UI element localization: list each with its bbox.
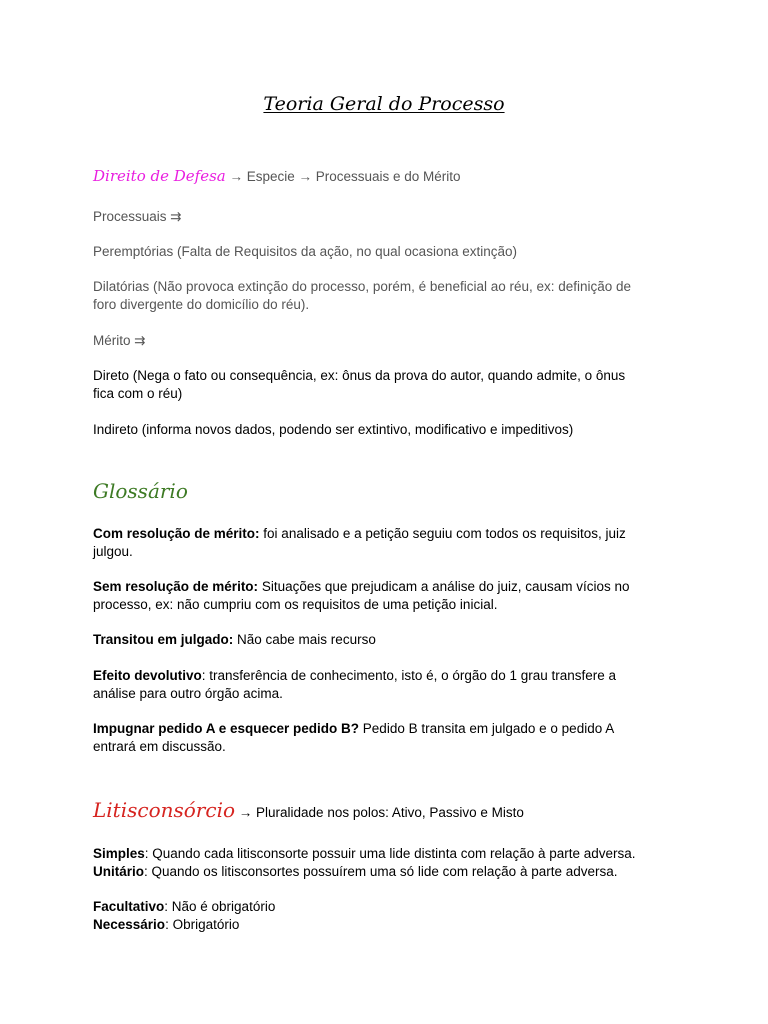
litis-entry-simples [93, 845, 683, 863]
glossary-definition: Situações que prejudicam a análise do juiz, causam vícios no [258, 579, 630, 594]
litis-definition: : Não é obrigatório [164, 899, 276, 914]
glossary-term: Impugnar pedido A e esquecer pedido B? [93, 721, 360, 736]
glossary-entry-sem-resolucao [93, 578, 683, 596]
glossary-entry-impugnar-cont: entrará em discussão. [93, 739, 226, 754]
litis-term: Unitário [93, 864, 145, 879]
glossary-entry-efeito [93, 667, 683, 685]
glossary-term: Sem resolução de mérito: [93, 579, 259, 594]
glossary-definition: foi analisado e a petição seguiu com todos os requisitos, juiz [259, 526, 626, 541]
litis-term: Necessário [93, 917, 166, 932]
direto-text-line2: fica com o réu) [93, 386, 183, 401]
direto-text-line1: Direto (Nega o fato ou consequência, ex: ônus da prova do autor, quando admite, o ônus [93, 368, 626, 383]
merito-label: Mérito ⇉ [93, 333, 146, 348]
glossary-definition: Pedido B transita em julgado e o pedido A [359, 721, 615, 736]
dilatorias-text-line2: foro divergente do domicílio do réu). [93, 297, 310, 312]
glossary-entry-transitou [93, 631, 683, 649]
processuais-label: Processuais ⇉ [93, 209, 182, 224]
glossary-entry-com-resolucao-cont: julgou. [93, 544, 133, 559]
defesa-heading-rest: → Especie → Processuais e do Mérito [225, 169, 461, 184]
litis-entry-unitario [93, 863, 683, 881]
indireto-text: Indireto (informa novos dados, podendo ser extintivo, modificativo e impeditivos) [93, 422, 574, 437]
dilatorias-text-line1: Dilatórias (Não provoca extinção do processo, porém, é beneficial ao réu, ex: definição de [93, 279, 632, 294]
litis-definition: : Obrigatório [165, 917, 240, 932]
glossary-definition: : transferência de conhecimento, isto é, o órgão do 1 grau transfere a [201, 668, 617, 683]
glossary-entry-com-resolucao [93, 525, 683, 543]
glossary-definition: Não cabe mais recurso [233, 632, 376, 647]
defesa-heading: Direito de Defesa [93, 167, 226, 185]
litis-term: Simples [93, 846, 145, 861]
glossary-term: Transitou em julgado: [93, 632, 234, 647]
glossary-entry-impugnar [93, 720, 683, 738]
litis-entry-facultativo [93, 898, 683, 916]
glossary-entry-sem-resolucao-cont: processo, ex: não cumpriu com os requisitos de uma petição inicial. [93, 597, 498, 612]
peremptorias-text: Peremptórias (Falta de Requisitos da ação, no qual ocasiona extinção) [93, 244, 517, 259]
defesa-heading-line [93, 167, 683, 186]
glossary-term: Efeito devolutivo [93, 668, 202, 683]
glossary-entry-efeito-cont: análise para outro órgão acima. [93, 686, 283, 701]
document-title: Teoria Geral do Processo [263, 93, 505, 115]
litis-heading-line [93, 797, 683, 826]
litis-definition: : Quando cada litisconsorte possuir uma lide distinta com relação à parte adversa. [144, 846, 636, 861]
glossary-term: Com resolução de mérito: [93, 526, 260, 541]
litis-heading-rest: → Pluralidade nos polos: Ativo, Passivo e Misto [235, 805, 524, 820]
litis-entry-necessario [93, 916, 683, 934]
glossario-heading: Glossário [93, 479, 188, 503]
litis-definition: : Quando os litisconsortes possuírem uma só lide com relação à parte adversa. [144, 864, 618, 879]
litis-term: Facultativo [93, 899, 165, 914]
litis-heading: Litisconsórcio [93, 798, 236, 822]
